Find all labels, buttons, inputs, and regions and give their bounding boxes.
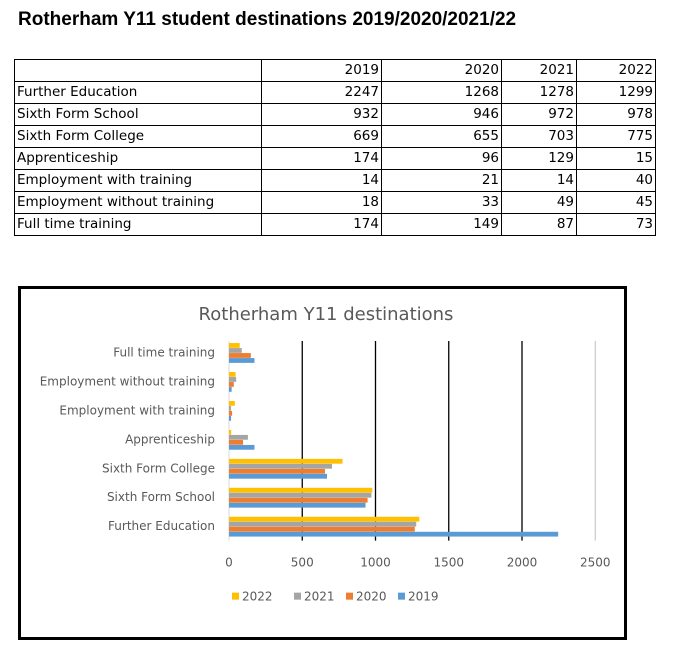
row-label: Apprenticeship: [15, 148, 262, 170]
bar-2019: [229, 445, 254, 450]
table-cell: 18: [262, 192, 382, 214]
table-cell: 1299: [577, 82, 656, 104]
column-header: 2022: [577, 60, 656, 82]
x-tick-label: 2500: [579, 555, 611, 570]
bar-2020: [229, 411, 232, 416]
row-label: Sixth Form School: [15, 104, 262, 126]
x-tick-label: 500: [290, 555, 314, 570]
table-cell: 40: [577, 170, 656, 192]
category-label: Employment without training: [39, 374, 215, 389]
row-label: Sixth Form College: [15, 126, 262, 148]
category-label: Full time training: [113, 345, 215, 360]
bars-layer: [229, 343, 558, 537]
x-tick-label: 1000: [360, 555, 391, 570]
chart-title: Rotherham Y11 destinations: [198, 304, 454, 325]
table-row: [15, 126, 656, 148]
table-cell: 87: [502, 214, 577, 236]
bar-2021: [229, 348, 242, 353]
table-cell: 21: [382, 170, 502, 192]
bar-2021: [229, 435, 248, 440]
table-cell: 1268: [382, 82, 502, 104]
bar-2021: [229, 522, 416, 527]
bar-2019: [229, 532, 558, 537]
bar-2021: [229, 464, 332, 469]
bar-2020: [229, 353, 251, 358]
table-row: [15, 170, 656, 192]
bar-2021: [229, 377, 236, 382]
bar-2022: [229, 343, 240, 348]
bar-2021: [229, 493, 371, 498]
legend-label: 2020: [356, 589, 387, 604]
table-cell: 33: [382, 192, 502, 214]
table-cell: 978: [577, 104, 656, 126]
bar-2019: [229, 474, 327, 479]
table-row: [15, 148, 656, 170]
table-cell: 14: [502, 170, 577, 192]
bar-2022: [229, 517, 419, 522]
table-cell: 775: [577, 126, 656, 148]
table-cell: 703: [502, 126, 577, 148]
table-cell: 946: [382, 104, 502, 126]
bar-2020: [229, 469, 325, 474]
table-cell: 2247: [262, 82, 382, 104]
category-label: Sixth Form College: [102, 461, 215, 476]
table-cell: 174: [262, 214, 382, 236]
row-label: Full time training: [15, 214, 262, 236]
table-row: [15, 104, 656, 126]
table-corner-cell: [15, 60, 262, 82]
bar-2019: [229, 503, 366, 508]
table-cell: 149: [382, 214, 502, 236]
x-tick-labels: [225, 556, 610, 570]
category-labels: [40, 345, 215, 533]
column-header: 2019: [262, 60, 382, 82]
bar-2022: [229, 430, 231, 435]
table-cell: 655: [382, 126, 502, 148]
table-cell: 45: [577, 192, 656, 214]
x-tick-label: 0: [225, 555, 233, 570]
legend-swatch: [346, 593, 353, 600]
destinations-table: [14, 59, 656, 236]
row-label: Employment with training: [15, 170, 262, 192]
table-cell: 15: [577, 148, 656, 170]
table-cell: 14: [262, 170, 382, 192]
category-label: Employment with training: [59, 403, 215, 418]
bar-2020: [229, 498, 368, 503]
bar-2020: [229, 382, 234, 387]
legend-swatch: [232, 593, 239, 600]
table-cell: 972: [502, 104, 577, 126]
table-cell: 932: [262, 104, 382, 126]
table-row: [15, 82, 656, 104]
chart-svg: [21, 289, 624, 637]
x-tick-label: 1500: [433, 555, 465, 570]
chart-frame: [18, 286, 627, 640]
bar-2020: [229, 440, 243, 445]
legend-swatch: [294, 593, 301, 600]
x-tick-label: 2000: [506, 555, 538, 570]
bar-2022: [229, 372, 236, 377]
legend-label: 2021: [304, 589, 335, 604]
bar-2019: [229, 387, 232, 392]
table-cell: 73: [577, 214, 656, 236]
table-row: [15, 214, 656, 236]
column-header: 2020: [382, 60, 502, 82]
legend: [232, 590, 439, 604]
category-label: Sixth Form School: [106, 490, 215, 505]
bar-2019: [229, 358, 254, 363]
table-header-row: [15, 60, 656, 82]
table-cell: 1278: [502, 82, 577, 104]
table-cell: 669: [262, 126, 382, 148]
table-row: [15, 192, 656, 214]
bar-2022: [229, 401, 235, 406]
grid-layer: [229, 341, 595, 541]
bar-2019: [229, 416, 231, 421]
table-cell: 174: [262, 148, 382, 170]
category-label: Further Education: [108, 519, 215, 534]
category-label: Apprenticeship: [125, 432, 215, 447]
legend-label: 2022: [242, 589, 273, 604]
bar-2022: [229, 459, 343, 464]
table-cell: 129: [502, 148, 577, 170]
legend-swatch: [398, 593, 405, 600]
legend-label: 2019: [408, 589, 439, 604]
bar-2022: [229, 488, 372, 493]
table-cell: 49: [502, 192, 577, 214]
row-label: Employment without training: [15, 192, 262, 214]
table-cell: 96: [382, 148, 502, 170]
column-header: 2021: [502, 60, 577, 82]
page-title: Rotherham Y11 student destinations 2019/2020/2021/22: [18, 9, 517, 30]
row-label: Further Education: [15, 82, 262, 104]
bar-2021: [229, 406, 231, 411]
bar-2020: [229, 527, 415, 532]
